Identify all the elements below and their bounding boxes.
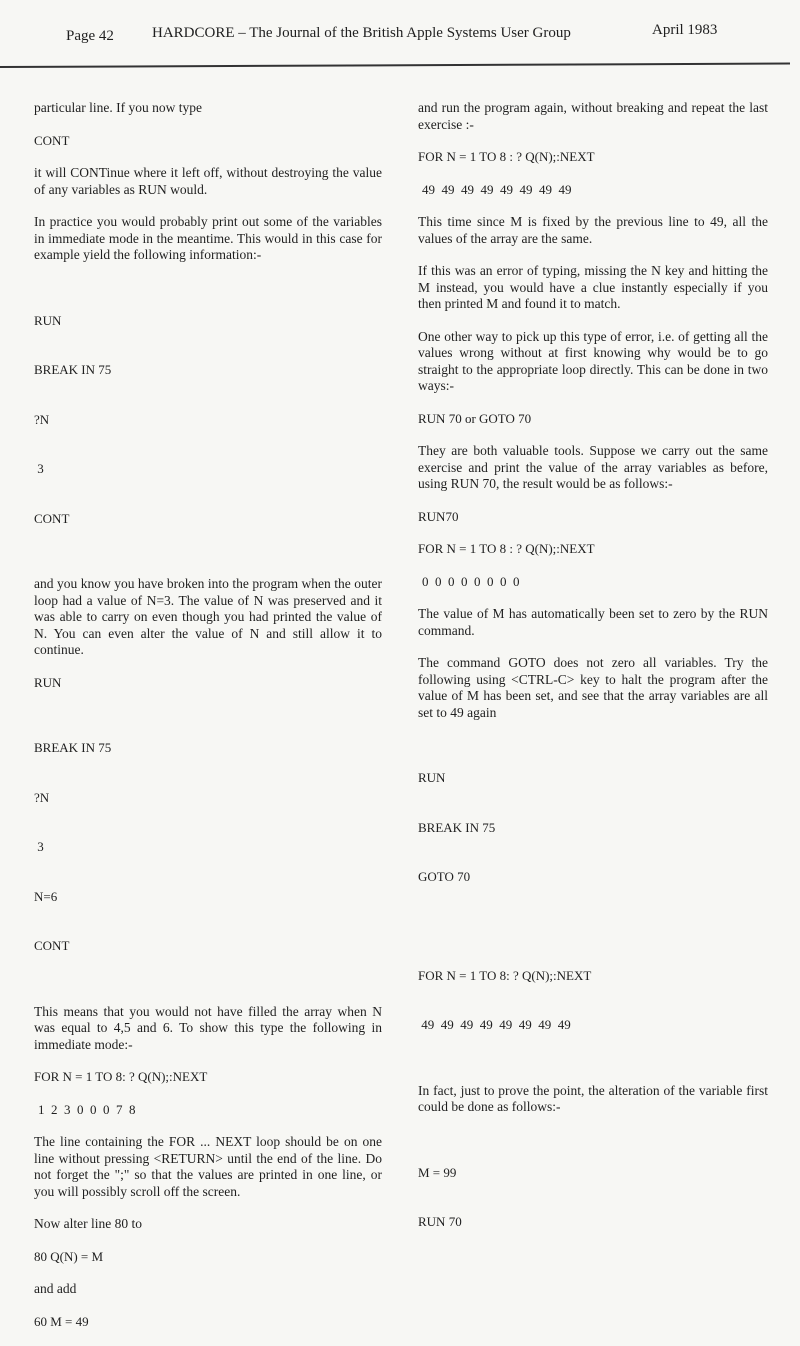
paragraph: and run the program again, without breaking and repeat the last exercise :- xyxy=(418,100,768,132)
code-block: FOR N = 1 TO 8: ? Q(N);:NEXT xyxy=(34,1069,208,1084)
code-line: M = 99 xyxy=(418,1164,457,1180)
code-line: 3 xyxy=(34,839,44,854)
paragraph: This time since M is fixed by the previous line to 49, all the values of the array are the same. xyxy=(418,214,768,246)
code-block: CONT xyxy=(34,132,70,148)
code-line: CONT xyxy=(34,510,70,526)
code-block xyxy=(34,707,382,988)
journal-title: HARDCORE – The Journal of the British Apple Systems User Group xyxy=(152,25,571,41)
paragraph: In practice you would probably print out some of the variables in immediate mode in the meantime. This would in this case for example yield the following information:- xyxy=(34,214,382,262)
code-block: RUN xyxy=(34,674,62,690)
code-block: 1 2 3 0 0 0 7 8 xyxy=(38,1101,136,1117)
code-line: BREAK IN 75 xyxy=(34,362,112,377)
paragraph: If this was an error of typing, missing the N key and hitting the M instead, you would have a clue instantly especially if you then printed M and found it to match. xyxy=(418,263,768,311)
issue-date: April 1983 xyxy=(652,22,718,38)
paragraph: and add xyxy=(34,1281,77,1296)
page-header xyxy=(0,0,800,80)
code-line: ?N xyxy=(34,789,50,805)
code-line: GOTO 70 xyxy=(418,869,471,884)
paragraph: and you know you have broken into the program when the outer loop had a value of N=3. The value of N was preserved and it was able to carry on even though you had printed the value of N. You can even alter the value of N and still allow it to continue. xyxy=(34,576,382,657)
code-block: RUN70 xyxy=(418,508,459,524)
code-line: RUN 70 xyxy=(418,1214,462,1229)
code-block: 0 0 0 0 0 0 0 0 xyxy=(422,573,520,589)
paragraph: In fact, just to prove the point, the alteration of the variable first could be done as follows:- xyxy=(418,1082,768,1114)
code-line: CONT xyxy=(34,938,70,953)
paragraph: Now alter line 80 to xyxy=(34,1216,142,1231)
code-line: BREAK IN 75 xyxy=(418,819,496,835)
code-block: FOR N = 1 TO 8 : ? Q(N);:NEXT xyxy=(418,149,595,164)
left-column xyxy=(34,100,382,1346)
code-block: RUN 70 or GOTO 70 xyxy=(418,410,532,426)
page-number: Page 42 xyxy=(66,28,114,44)
paragraph: particular line. If you now type xyxy=(34,100,202,115)
paragraph: The value of M has automatically been set to zero by the RUN command. xyxy=(418,606,768,638)
code-line: FOR N = 1 TO 8: ? Q(N);:NEXT xyxy=(418,967,592,983)
code-line: N=6 xyxy=(34,888,58,904)
code-block: 80 Q(N) = M xyxy=(34,1248,104,1264)
code-block xyxy=(34,280,382,561)
paragraph: This means that you would not have filled the array when N was equal to 4,5 and 6. To show this type the following in immediate mode:- xyxy=(34,1003,382,1052)
code-line: BREAK IN 75 xyxy=(34,740,112,755)
code-line: ?N xyxy=(34,411,50,427)
paragraph: One other way to pick up this type of error, i.e. of getting all the values wrong without at first knowing why would be to go straight to the appropriate loop directly. This can be done in two ways:- xyxy=(418,328,768,393)
right-column xyxy=(418,100,768,1280)
paragraph: They are both valuable tools. Suppose we carry out the same exercise and print the value of the array variables as before, using RUN 70, the result would be as follows:- xyxy=(418,443,768,491)
code-block xyxy=(418,935,768,1067)
paragraph: The line containing the FOR ... NEXT loop should be on one line without pressing <RETURN> until the end of the line. Do not forget the ";" so that the values are printed in one line, or you will possibly scroll off the screen. xyxy=(34,1134,382,1199)
code-block: 49 49 49 49 49 49 49 49 xyxy=(422,181,572,197)
code-block xyxy=(418,1132,768,1264)
code-line: RUN xyxy=(418,770,446,785)
code-line: 49 49 49 49 49 49 49 49 xyxy=(418,1017,571,1032)
code-line: RUN xyxy=(34,312,62,328)
paragraph: The command GOTO does not zero all variables. Try the following using <CTRL-C> key to halt the program after the value of M has been set, and see that the array variables are all set to 49 again xyxy=(418,655,768,720)
code-block: FOR N = 1 TO 8 : ? Q(N);:NEXT xyxy=(418,541,595,556)
paragraph: it will CONTinue where it left off, without destroying the value of any variables as RUN would. xyxy=(34,165,382,197)
code-block xyxy=(418,737,768,919)
code-block: 60 M = 49 xyxy=(34,1313,89,1329)
code-line: 3 xyxy=(34,461,44,476)
header-rule xyxy=(0,63,790,68)
